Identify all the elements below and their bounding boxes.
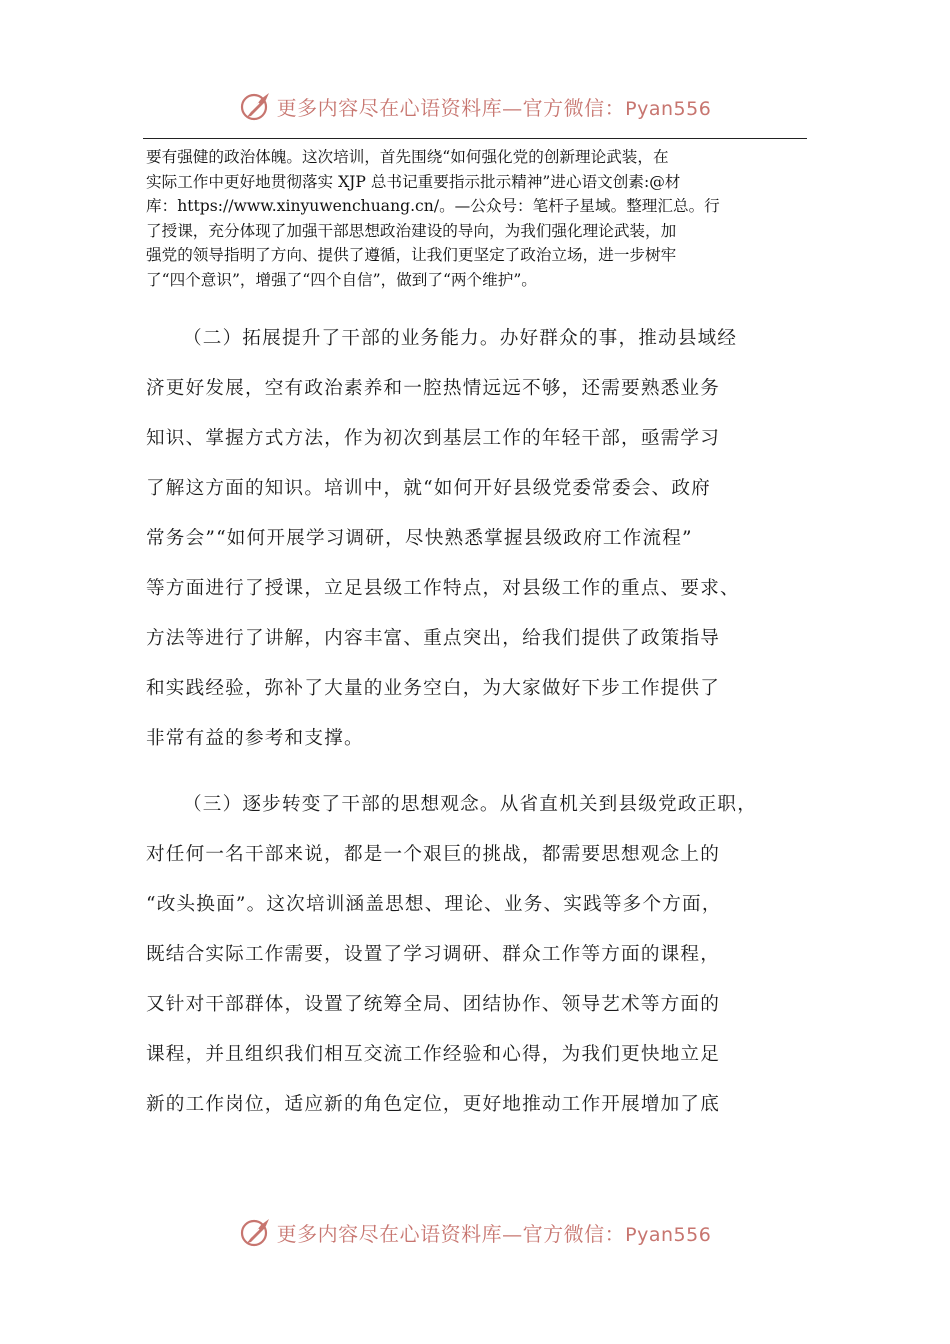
text-line: 强党的领导指明了方向、提供了遵循，让我们更坚定了政治立场，进一步树牢 — [146, 246, 677, 265]
text-line: 和实践经验，弥补了大量的业务空白，为大家做好下步工作提供了 — [146, 678, 721, 699]
intro-paragraph — [146, 145, 806, 293]
text-line: 了授课，充分体现了加强干部思想政治建设的导向，为我们强化理论武装，加 — [146, 221, 677, 240]
quill-logo-icon — [239, 89, 273, 123]
text-line: （二）拓展提升了干部的业务能力。办好群众的事，推动县域经 — [183, 328, 738, 349]
wechat-id: Pyan556 — [625, 97, 712, 120]
text-line: 实际工作中更好地贯彻落实 XJP 总书记重要指示批示精神”进心语文创素:@材 — [146, 172, 681, 191]
text-line: 了解这方面的知识。培训中，就“如何开好县级党委常委会、政府 — [146, 478, 711, 499]
quill-logo-icon — [239, 1215, 273, 1249]
text-line: 了“四个意识”，增强了“四个自信”，做到了“两个维护”。 — [146, 270, 537, 289]
header-rule — [143, 138, 807, 139]
section-2-paragraph — [146, 314, 826, 764]
text-line: 既结合实际工作需要，设置了学习调研、群众工作等方面的课程， — [146, 944, 721, 965]
text-line: 对任何一名干部来说，都是一个艰巨的挑战，都需要思想观念上的 — [146, 844, 721, 865]
text-line: 库：https://www.xinyuwenchuang.cn/。—公众号：笔杆子星域。整理汇总。行 — [146, 197, 720, 216]
wechat-id: Pyan556 — [625, 1223, 712, 1246]
section-3-paragraph — [146, 780, 826, 1130]
text-line: 课程，并且组织我们相互交流工作经验和心得，为我们更快地立足 — [146, 1044, 721, 1065]
text-line: 方法等进行了讲解，内容丰富、重点突出，给我们提供了政策指导 — [146, 628, 721, 649]
text-line: 又针对干部群体，设置了统筹全局、团结协作、领导艺术等方面的 — [146, 994, 721, 1015]
text-line: 等方面进行了授课，立足县级工作特点，对县级工作的重点、要求、 — [146, 578, 740, 599]
watermark-text: 更多内容尽在心语资料库—官方微信：Pyan556 — [276, 1221, 712, 1246]
watermark-text: 更多内容尽在心语资料库—官方微信：Pyan556 — [276, 95, 712, 120]
text-line: 济更好发展，空有政治素养和一腔热情远远不够，还需要熟悉业务 — [146, 378, 721, 399]
text-line: 知识、掌握方式方法，作为初次到基层工作的年轻干部，亟需学习 — [146, 428, 721, 449]
text-line: 常务会”“如何开展学习调研，尽快熟悉掌握县级政府工作流程” — [146, 528, 693, 549]
text-line: （三）逐步转变了干部的思想观念。从省直机关到县级党政正职， — [183, 794, 758, 815]
text-line: “改头换面”。这次培训涵盖思想、理论、业务、实践等多个方面， — [146, 894, 722, 915]
text-line: 非常有益的参考和支撑。 — [146, 728, 364, 749]
text-line: 新的工作岗位，适应新的角色定位，更好地推动工作开展增加了底 — [146, 1094, 721, 1115]
header-watermark — [0, 86, 950, 126]
text-line: 要有强健的政治体魄。这次培训，首先围绕“如何强化党的创新理论武装，在 — [146, 148, 669, 166]
footer-watermark — [0, 1212, 950, 1252]
